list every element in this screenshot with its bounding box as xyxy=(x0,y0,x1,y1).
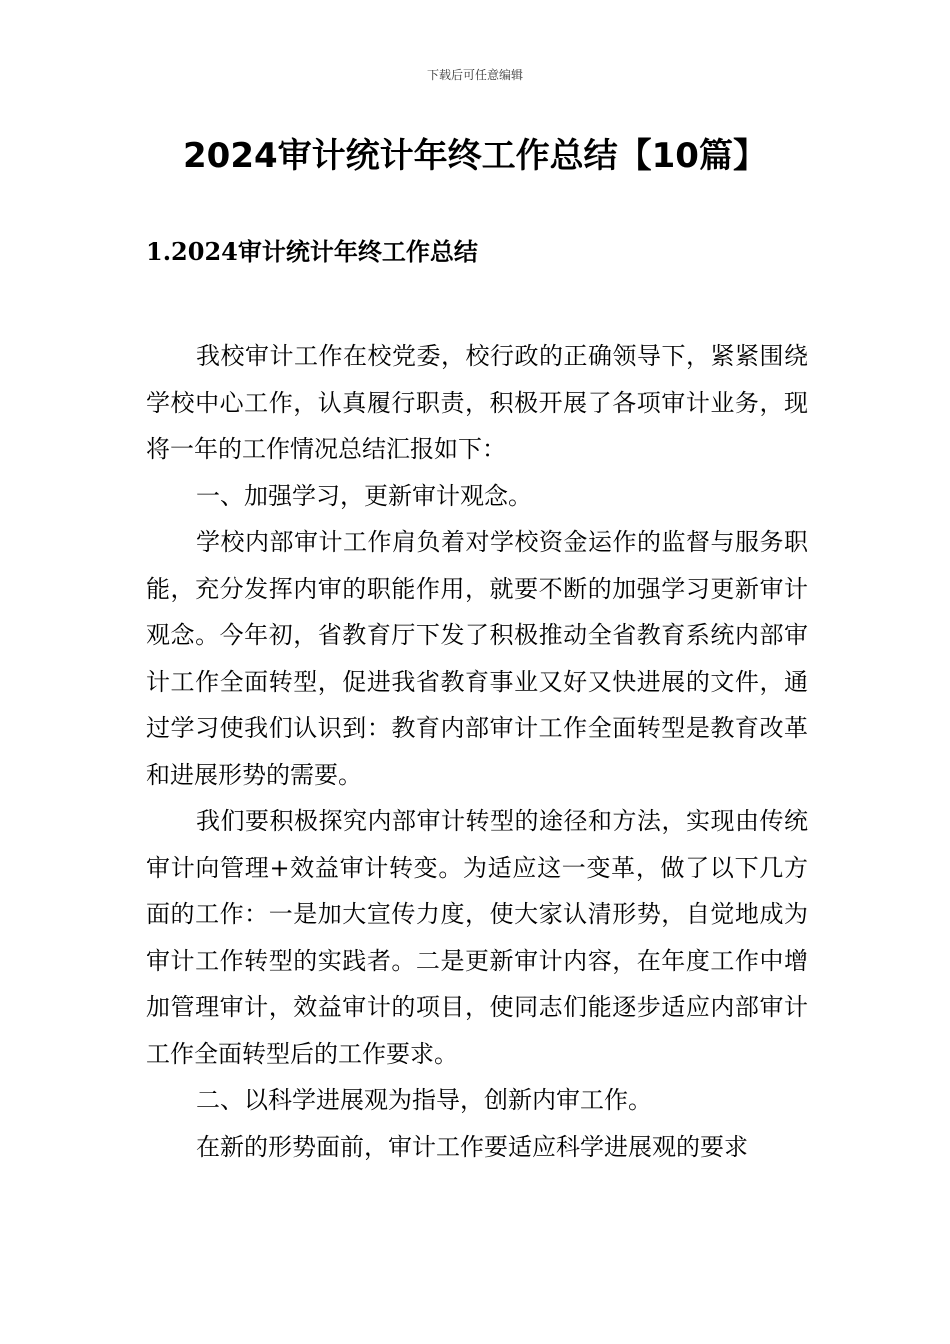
header-note: 下载后可任意编辑 xyxy=(426,68,523,82)
paragraph-transformation: 我们要积极探究内部审计转型的途径和方法，实现由传统审计向管理+效益审计转变。为适应这一变革，做了以下几方面的工作：一是加大宣传力度，使大家认清形势，自觉地成为审计工作转型的实践者。二是更新审计内容，在年度工作中增加管理审计，效益审计的项目，使同志们能逐步适应内部审计工作全面转型后的工作要求。 xyxy=(146,807,808,1068)
paragraph-heading-one: 一、加强学习，更新审计观念。 xyxy=(196,481,532,510)
paragraph-study: 学校内部审计工作肩负着对学校资金运作的监督与服务职能，充分发挥内审的职能作用，就要不断的加强学习更新审计观念。今年初，省教育厅下发了积极推动全省教育系统内部审计工作全面转型，促进我省教育事业又好又快进展的文件，通过学习使我们认识到：教育内部审计工作全面转型是教育改革和进展形势的需要。 xyxy=(146,528,808,789)
section-heading: 1.2024审计统计年终工作总结 xyxy=(146,237,478,266)
body-text xyxy=(146,333,808,1170)
paragraph-intro: 我校审计工作在校党委，校行政的正确领导下，紧紧围绕学校中心工作，认真履行职责，积极开展了各项审计业务，现将一年的工作情况总结汇报如下： xyxy=(146,342,808,463)
document-title: 2024审计统计年终工作总结【10篇】 xyxy=(183,136,767,176)
paragraph-heading-two: 二、以科学进展观为指导，创新内审工作。 xyxy=(196,1086,652,1114)
paragraph-new-situation: 在新的形势面前，审计工作要适应科学进展观的要求 xyxy=(196,1132,748,1161)
